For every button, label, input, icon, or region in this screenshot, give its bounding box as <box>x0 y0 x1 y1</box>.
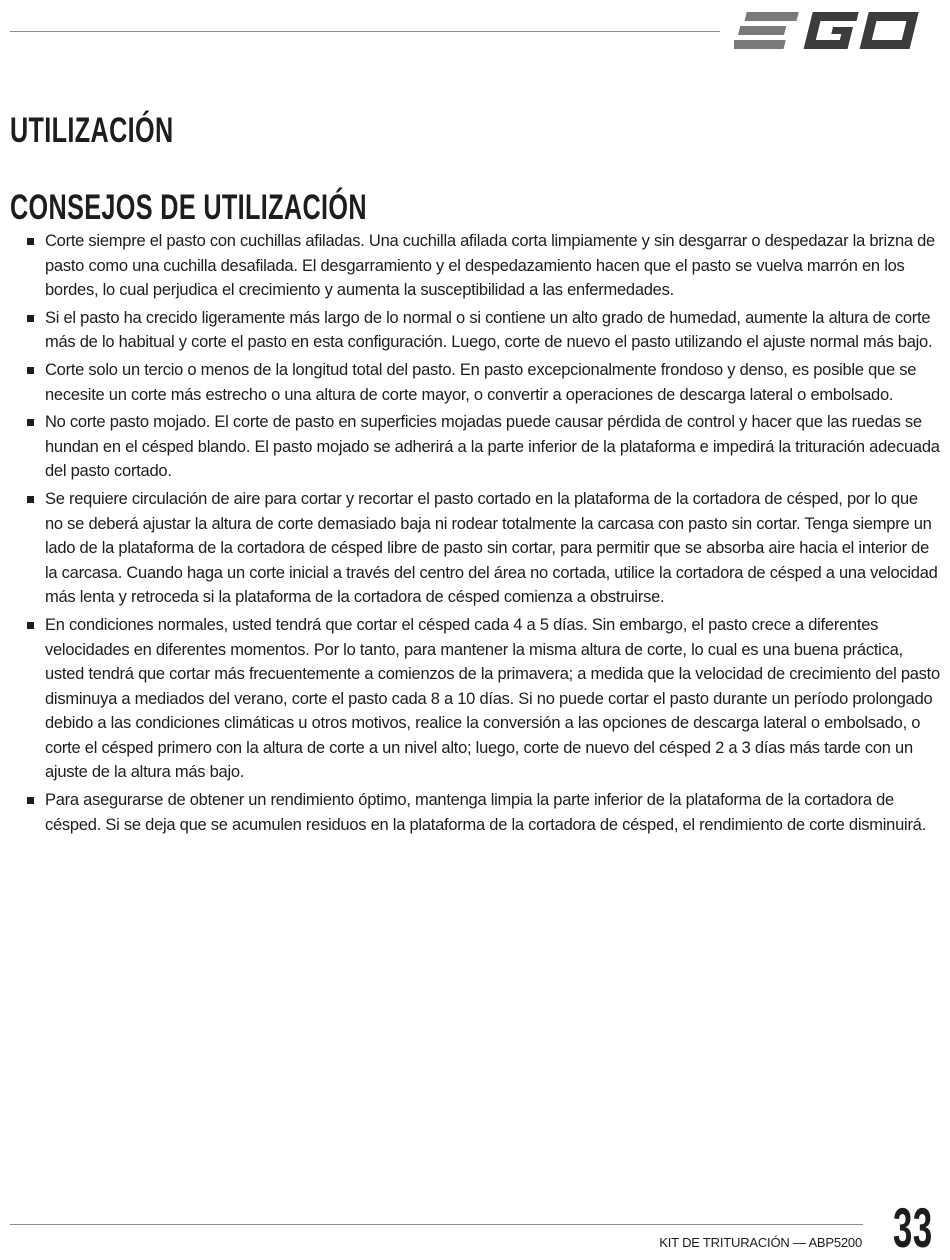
usage-tips-list <box>10 229 940 840</box>
tip-item <box>10 410 940 484</box>
footer-label: KIT DE TRITURACIÓN — ABP5200 <box>659 1235 862 1250</box>
header-rule <box>10 31 720 32</box>
square-bullet-icon <box>27 238 34 245</box>
ego-logo <box>734 7 940 53</box>
tip-text: Para asegurarse de obtener un rendimiento óptimo, mantenga limpia la parte inferior de la plataforma de la cortadora de césped. Si se deja que se acumulen residuos en la plataforma de la cortadora de césped, el rendimiento de corte disminuirá. <box>45 791 926 834</box>
footer-rule <box>10 1224 863 1225</box>
tip-text: Corte solo un tercio o menos de la longitud total del pasto. En pasto excepcionalmente frondoso y denso, es posible que se necesite un corte más estrecho o una altura de corte mayor, o convertir a operaciones de descarga lateral o embolsado. <box>45 360 917 404</box>
subsection-title: CONSEJOS DE UTILIZACIÓN <box>10 188 367 227</box>
ego-brand-logo-icon <box>734 7 940 53</box>
tip-text: Si el pasto ha crecido ligeramente más largo de lo normal o si contiene un alto grado de humedad, aumente la altura de corte más de lo habitual y corte el pasto en esta configuración. Luego, corte de nuevo el pasto utilizando el ajuste normal más bajo. <box>45 308 933 352</box>
square-bullet-icon <box>27 315 34 322</box>
page-number: 33 <box>893 1196 933 1259</box>
square-bullet-icon <box>27 622 34 629</box>
section-title: UTILIZACIÓN <box>10 111 174 150</box>
tip-item <box>10 306 940 355</box>
tip-item <box>10 487 940 610</box>
tip-text: No corte pasto mojado. El corte de pasto en superficies mojadas puede causar pérdida de control y hacer que las ruedas se hundan en el césped blando. El pasto mojado se adherirá a la parte inferior de la plataforma e impedirá la trituración adecuada del pasto cortado. <box>45 413 940 481</box>
tip-text: Corte siempre el pasto con cuchillas afiladas. Una cuchilla afilada corta limpiamente y sin desgarrar o despedazar la brizna de pasto como una cuchilla desafilada. El desgarramiento y el despedazamiento hacen que el pasto se vuelva marrón en los bordes, lo cual perjudica el crecimiento y aumenta la susceptibilidad a las enfermedades. <box>45 232 935 300</box>
tip-text: En condiciones normales, usted tendrá que cortar el césped cada 4 a 5 días. Sin embargo, el pasto crece a diferentes velocidades en diferentes momentos. Por lo tanto, para mantener la misma altura de corte, lo cual es una buena práctica, usted tendrá que cortar más frecuentemente a comienzos de la primavera; a medida que la velocidad de crecimiento del pasto disminuya a mediados del verano, corte el pasto cada 8 a 10 días. Si no puede cortar el pasto durante un período prolongado debido a las condiciones climáticas u otros motivos, realice la conversión a las opciones de descarga lateral o embolsado, o corte el césped primero con la altura de corte a un nivel alto; luego, corte de nuevo del césped 2 a 3 días más tarde con un ajuste de la altura más bajo. <box>45 615 940 782</box>
tip-item <box>10 358 940 407</box>
tip-text: Se requiere circulación de aire para cortar y recortar el pasto cortado en la plataforma de la cortadora de césped, por lo que no se deberá ajustar la altura de corte demasiado baja ni rodear totalmente la carcasa con pasto sin cortar. Tenga siempre un lado de la plataforma de la cortadora de césped libre de pasto sin cortar, para permitir que se absorba aire hacia el interior de la carcasa. Cuando haga un corte inicial a través del centro del área no cortada, utilice la cortadora de césped a una velocidad más lenta y retroceda si la plataforma de la cortadora de césped comienza a obstruirse. <box>45 489 938 607</box>
square-bullet-icon <box>27 419 34 426</box>
tip-item <box>10 788 940 837</box>
square-bullet-icon <box>27 367 34 374</box>
tip-item <box>10 613 940 785</box>
square-bullet-icon <box>27 797 34 804</box>
tip-item <box>10 229 940 303</box>
square-bullet-icon <box>27 496 34 503</box>
